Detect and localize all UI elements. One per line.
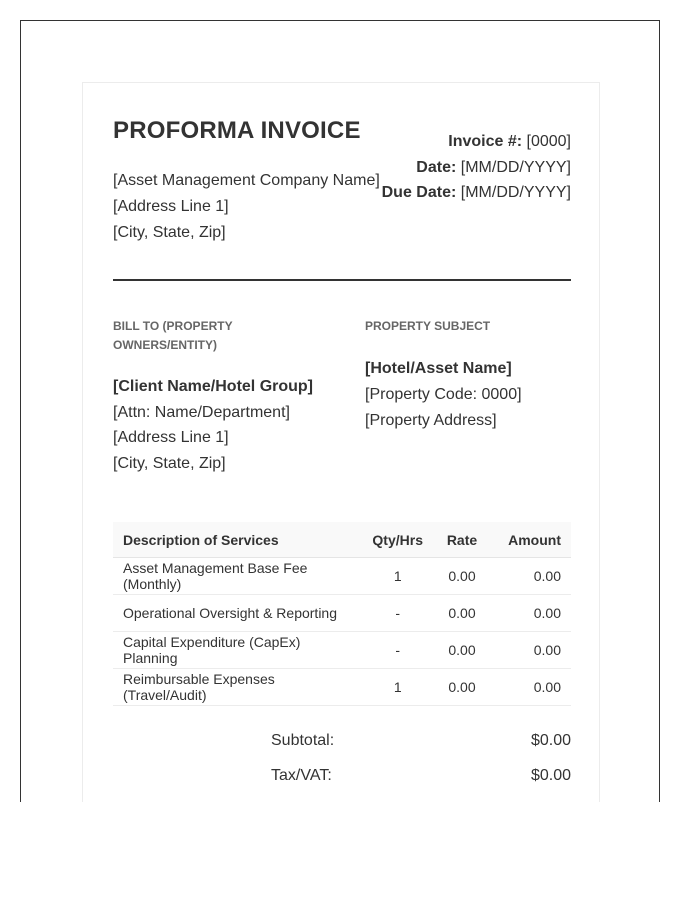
cell-qty: - [362,632,433,669]
invoice-card [82,82,600,802]
table-row [113,632,571,669]
cell-qty: - [362,595,433,632]
due-date-value: [MM/DD/YYYY] [460,184,571,201]
property-address: [Property Address] [365,412,497,429]
tax-row [113,767,571,802]
subtotal-value: $0.00 [530,732,571,749]
due-date-row [382,180,571,206]
tax-label: Tax/VAT: [271,767,332,784]
invoice-number-label: Invoice #: [448,133,523,150]
invoice-number-value: [0000] [526,133,571,150]
table-row [113,558,571,595]
cell-rate: 0.00 [433,558,491,595]
column-header-description: Description of Services [113,522,362,558]
company-name: [Asset Management Company Name] [113,172,380,189]
client-name: [Client Name/Hotel Group] [113,378,314,395]
invoice-date-label: Date: [416,158,457,176]
invoice-date-row [382,155,571,181]
property-code: [Property Code: 0000] [365,386,522,403]
cell-amount: 0.00 [491,558,571,595]
totals-section [113,732,571,802]
cell-description: Asset Management Base Fee (Monthly) [113,558,362,595]
cell-amount: 0.00 [491,595,571,632]
cell-description: Reimbursable Expenses (Travel/Audit) [113,669,362,706]
cell-amount: 0.00 [491,632,571,669]
table-row [113,669,571,706]
invoice-number-row [382,129,571,155]
table-header-row [113,522,571,558]
tax-value: $0.00 [530,767,571,784]
header-divider [113,279,571,281]
company-address [113,168,380,246]
cell-qty: 1 [362,669,433,706]
client-attn: [Attn: Name/Department] [113,403,290,421]
property-details [365,356,571,434]
column-header-amount: Amount [491,522,571,558]
company-city-line: [City, State, Zip] [113,224,226,241]
bill-to-label: BILL TO (PROPERTY OWNERS/ENTITY) [113,319,233,352]
property-label: PROPERTY SUBJECT [365,319,491,333]
cell-description: Operational Oversight & Reporting [113,595,362,632]
due-date-label: Due Date: [381,184,457,201]
column-header-qty: Qty/Hrs [362,522,433,558]
property-name: [Hotel/Asset Name] [365,360,512,377]
services-table [113,522,571,706]
cell-description: Capital Expenditure (CapEx) Planning [113,632,362,669]
invoice-title: PROFORMA INVOICE [113,117,361,144]
cell-rate: 0.00 [433,632,491,669]
page-frame [20,20,660,802]
cell-amount: 0.00 [491,669,571,706]
client-city-line: [City, State, Zip] [113,454,226,472]
bill-to-section [113,317,313,476]
bill-to-address [113,374,313,476]
table-row [113,595,571,632]
property-section [365,317,571,434]
company-address-line: [Address Line 1] [113,198,229,215]
invoice-meta [382,129,571,206]
column-header-rate: Rate [433,522,491,558]
cell-rate: 0.00 [433,595,491,632]
invoice-date-value: [MM/DD/YYYY] [460,158,571,176]
client-address-line: [Address Line 1] [113,429,229,446]
subtotal-row [113,732,571,767]
subtotal-label: Subtotal: [271,732,335,749]
cell-rate: 0.00 [433,669,491,706]
cell-qty: 1 [362,558,433,595]
